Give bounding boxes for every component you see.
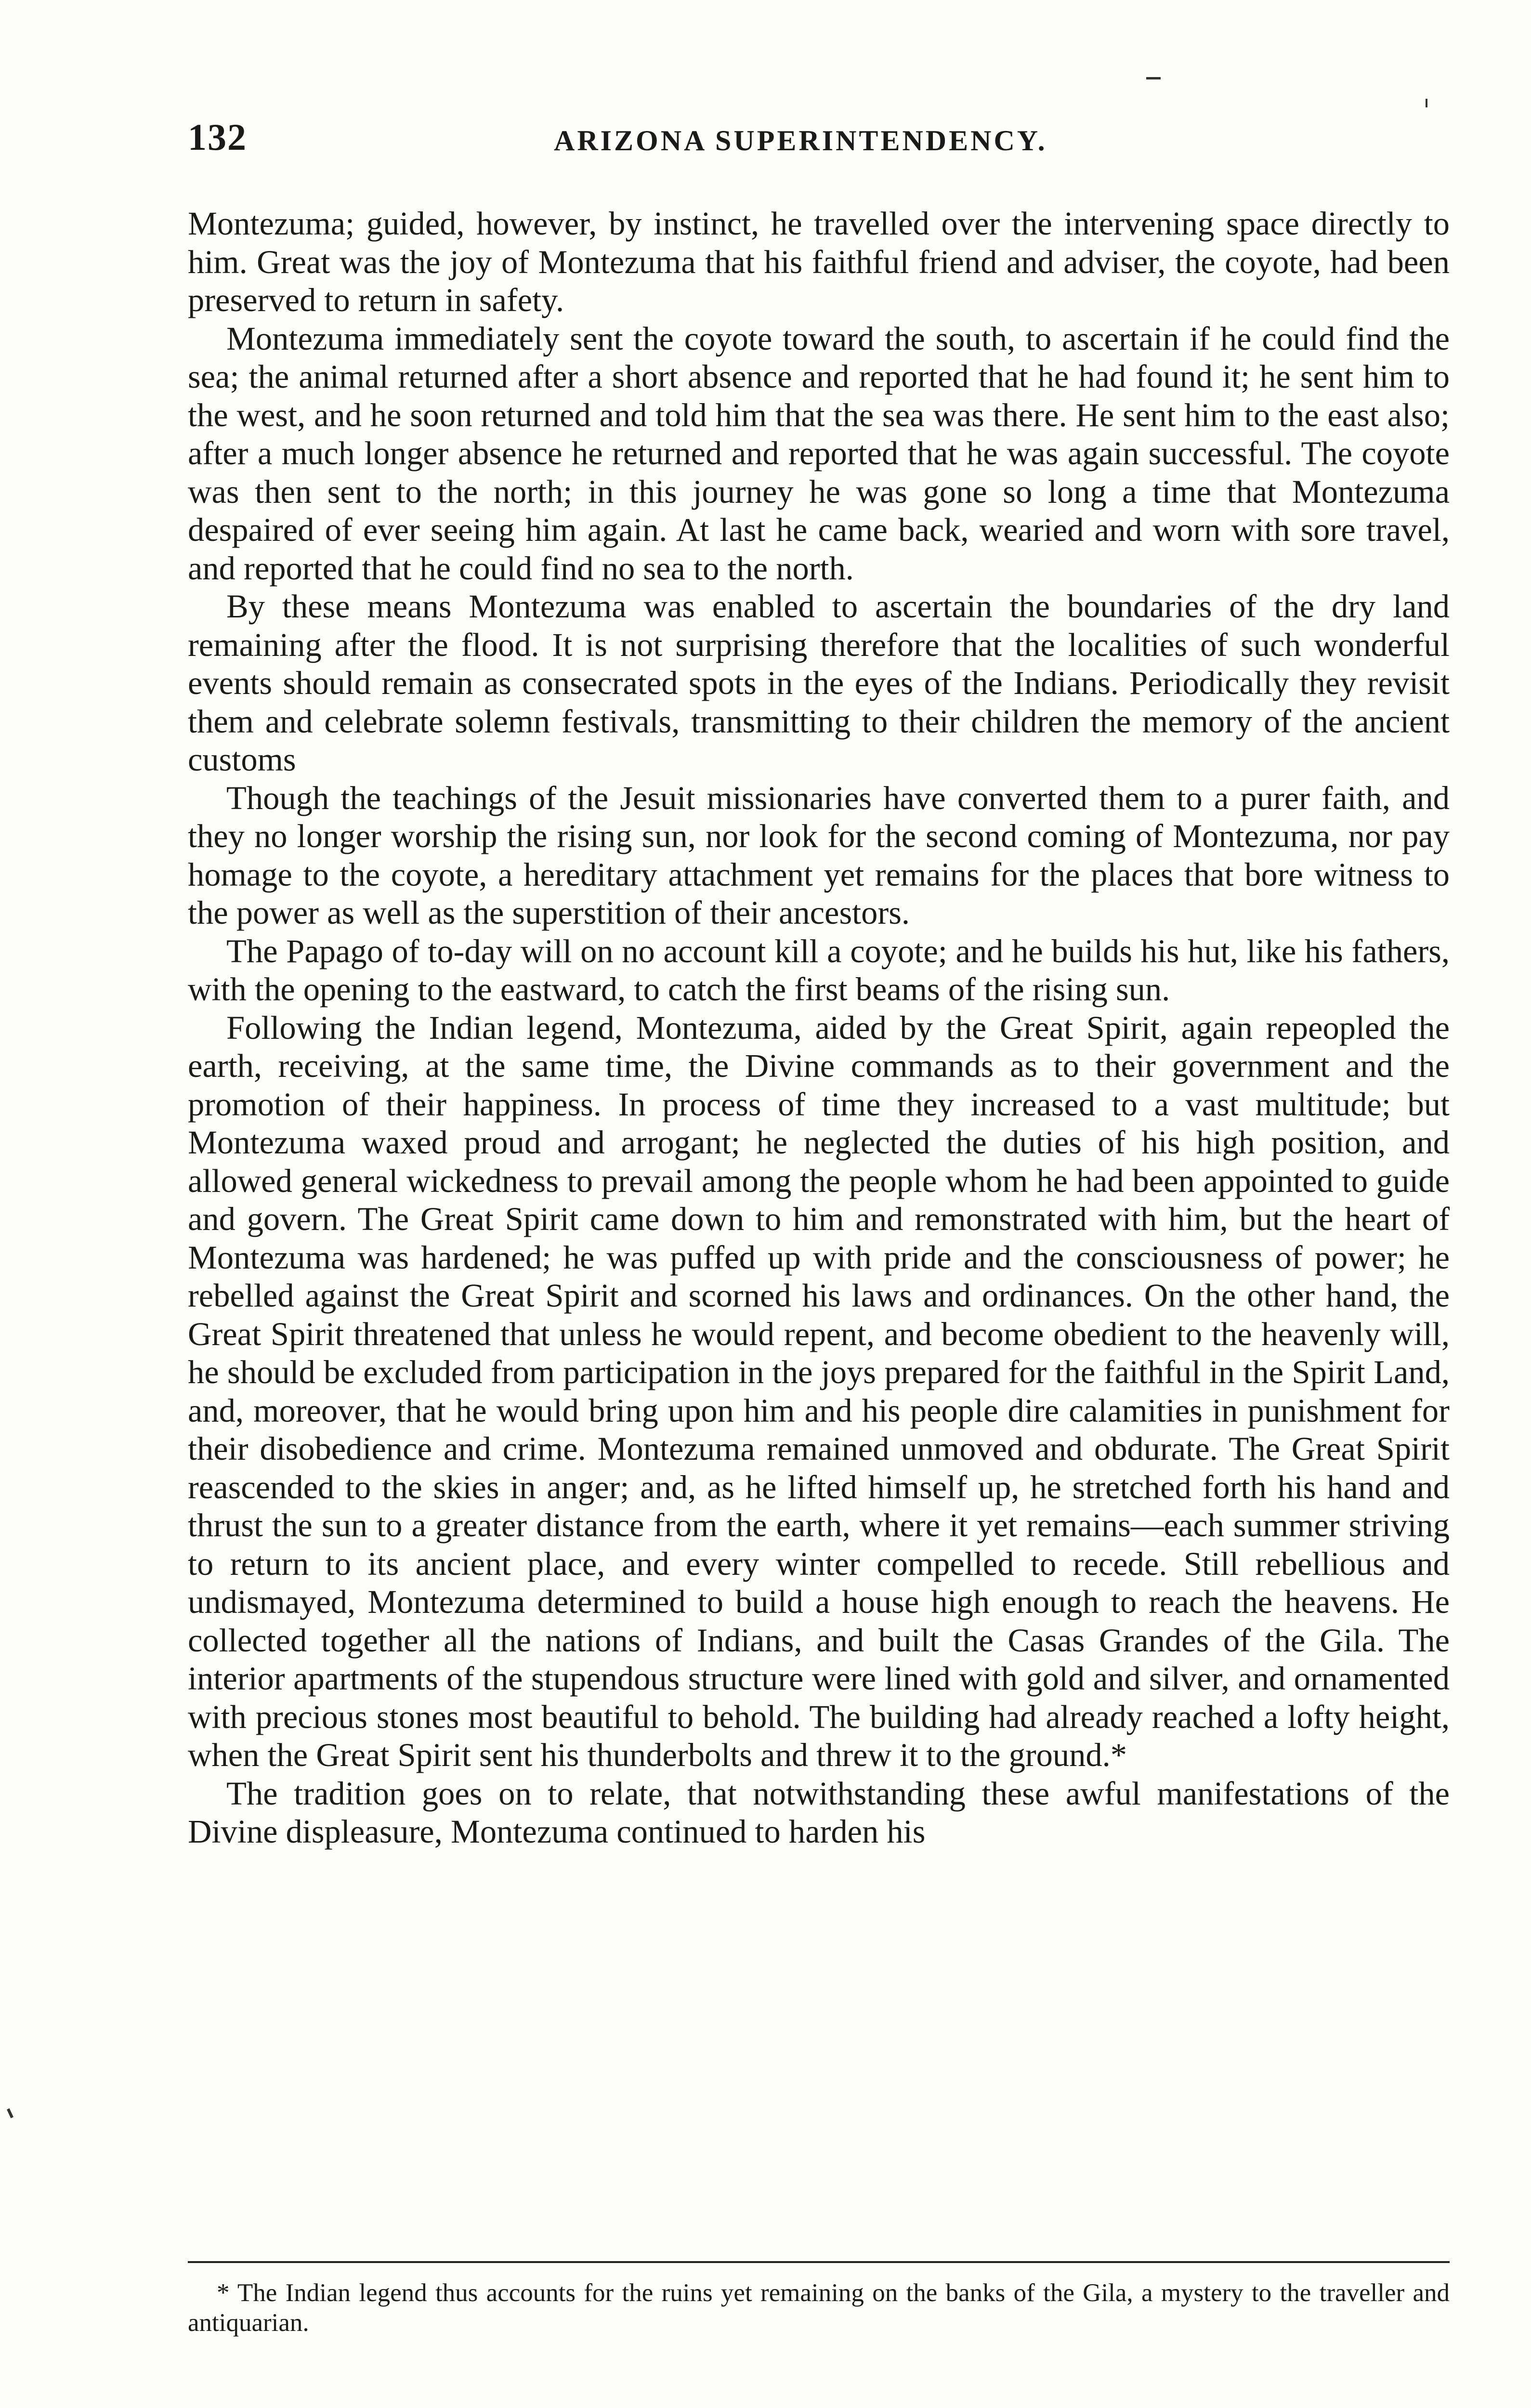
footnote-text: * The Indian legend thus accounts for the ruins yet remaining on the banks of the Gila, a mystery to the traveller and antiquarian.	[188, 2279, 1450, 2337]
paragraph-7: The tradition goes on to relate, that notwithstanding these awful manifestations of the Divine displeasure, Montezuma continued to harden his	[188, 1775, 1450, 1850]
paragraph-4: Though the teachings of the Jesuit missionaries have converted them to a purer faith, and they no longer worship the rising sun, nor look for the second coming of Montezuma, nor pay homage to the coyote, a hereditary attachment yet remains for the places that bore witness to the power as well as the superstition of their ancestors.	[188, 779, 1450, 931]
paragraph-3: By these means Montezuma was enabled to ascertain the boundaries of the dry land remaining after the flood. It is not surprising therefore that the localities of such wonderful events should remain as consecrated spots in the eyes of the Indians. Periodically they revisit them and celebrate solemn festivals, transmitting to their children the memory of the ancient customs	[188, 588, 1450, 778]
paragraph-6: Following the Indian legend, Montezuma, aided by the Great Spirit, again repeopled the earth, receiving, at the same time, the Divine commands as to their government and the promotion of their happiness. In process of time they increased to a vast multitude; but Montezuma waxed proud and arrogant; he neglected the duties of his high position, and allowed general wickedness to prevail among the people whom he had been appointed to guide and govern. The Great Spirit came down to him and remonstrated with him, but the heart of Montezuma was hardened; he was puffed up with pride and the consciousness of power; he rebelled against the Great Spirit and scorned his laws and ordinances. On the other hand, the Great Spirit threatened that unless he would repent, and become obedient to the heavenly will, he should be excluded from participation in the joys prepared for the faithful in the Spirit Land, and, moreover, that he would bring upon him and his people dire calamities in punishment for their disobedience and crime. Montezuma remained unmoved and obdurate. The Great Spirit reascended to the skies in anger; and, as he lifted himself up, he stretched forth his hand and thrust the sun to a greater distance from the earth, where it yet remains—each summer striving to return to its ancient place, and every winter compelled to recede. Still rebellious and undismayed, Montezuma determined to build a house high enough to reach the heavens. He collected together all the nations of Indians, and built the Casas Grandes of the Gila. The interior apartments of the stupendous structure were lined with gold and silver, and ornamented with precious stones most beautiful to behold. The building had already reached a lofty height, when the Great Spirit sent his thunderbolts and threw it to the ground.*	[188, 1009, 1450, 1773]
paragraph-5: The Papago of to-day will on no account kill a coyote; and he builds his hut, like his fathers, with the opening to the eastward, to catch the first beams of the rising sun.	[188, 932, 1450, 1008]
scan-speck-top	[1146, 77, 1161, 79]
body-text	[188, 205, 1450, 1851]
page-header	[188, 116, 1454, 169]
running-head: ARIZONA SUPERINTENDENCY.	[554, 125, 1047, 157]
footnote	[188, 2278, 1450, 2338]
scan-speck-left	[7, 2108, 13, 2119]
paragraph-1: Montezuma; guided, however, by instinct, he travelled over the intervening space directly to him. Great was the joy of Montezuma that his faithful friend and adviser, the coyote, had been preserved to return in safety.	[188, 205, 1450, 318]
page-number: 132	[188, 116, 247, 158]
footnote-rule	[188, 2261, 1450, 2263]
paragraph-2: Montezuma immediately sent the coyote toward the south, to ascertain if he could find the sea; the animal returned after a short absence and reported that he had found it; he sent him to the west, and he soon returned and told him that the sea was there. He sent him to the east also; after a much longer absence he returned and reported that he was again successful. The coyote was then sent to the north; in this journey he was gone so long a time that Montezuma despaired of ever seeing him again. At last he came back, wearied and worn with sore travel, and reported that he could find no sea to the north.	[188, 320, 1450, 587]
scan-speck-right	[1426, 99, 1427, 107]
